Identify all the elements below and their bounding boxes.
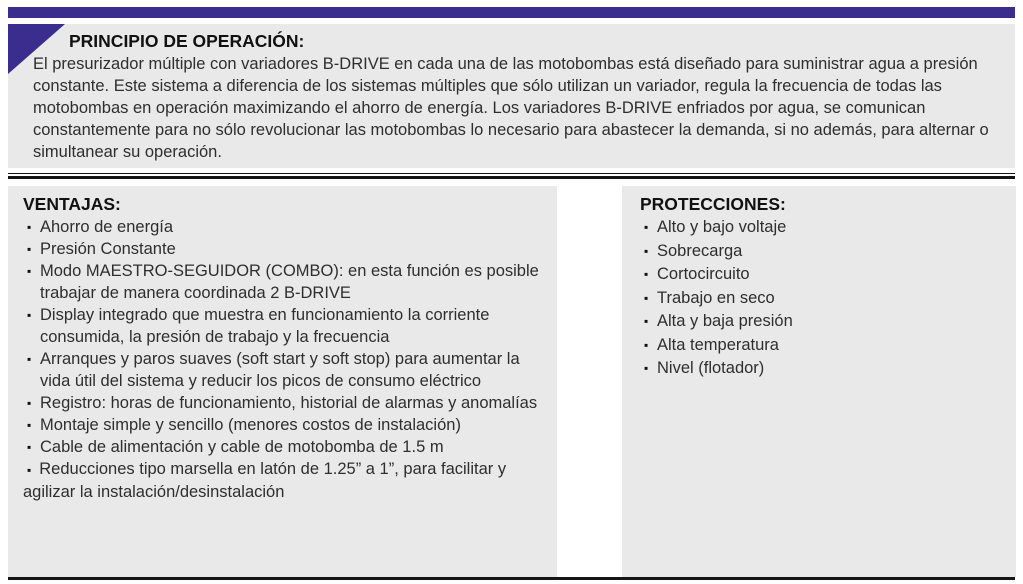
list-item: ▪ Montaje simple y sencillo (menores costos de instalación): [23, 414, 549, 436]
protecciones-list: [640, 216, 1008, 379]
list-item: ▪ Registro: horas de funcionamiento, historial de alarmas y anomalías: [23, 392, 549, 414]
list-item: ▪ Presión Constante: [23, 238, 549, 260]
section-ventajas: [8, 186, 557, 577]
section-protecciones: [622, 186, 1016, 577]
list-item: ▪ Reducciones tipo marsella en latón de 1.25” a 1”, para facilitar y agilizar la instalación/desinstalación: [23, 458, 549, 503]
principio-title: PRINCIPIO DE OPERACIÓN:: [69, 31, 305, 51]
list-item: ▪ Nivel (flotador): [640, 357, 1008, 379]
ventajas-title: VENTAJAS:: [23, 194, 121, 214]
section-principio: [8, 24, 1015, 168]
list-item: ▪ Alta y baja presión: [640, 310, 1008, 332]
list-item: ▪ Ahorro de energía: [23, 216, 549, 238]
ventajas-list: [23, 216, 549, 503]
principio-body: El presurizador múltiple con variadores B-DRIVE en cada una de las motobombas está diseñado para suministrar agua a presión constante. Este sistema a diferencia de los sistemas múltiples que sólo utilizan un variador, regula la frecuencia de todas las motobombas en operación maximizando el ahorro de energía. Los variadores B-DRIVE enfriados por agua, se comunican constantemente para no sólo revolucionar las motobombas lo necesario para abastecer la demanda, si no además, para alternar o simultanear su operación.: [33, 55, 989, 161]
protecciones-title: PROTECCIONES:: [640, 194, 786, 214]
list-item: ▪ Trabajo en seco: [640, 287, 1008, 309]
list-item: ▪ Modo MAESTRO-SEGUIDOR (COMBO): en esta función es posible trabajar de manera coordinada 2 B-DRIVE: [23, 260, 549, 304]
list-item: ▪ Arranques y paros suaves (soft start y soft stop) para aumentar la vida útil del sistema y reducir los picos de consumo eléctrico: [23, 348, 549, 392]
list-item: ▪ Alta temperatura: [640, 334, 1008, 356]
bottom-rule: [8, 577, 1015, 580]
list-item: ▪ Alto y bajo voltaje: [640, 216, 1008, 238]
list-item: ▪ Cable de alimentación y cable de motobomba de 1.5 m: [23, 436, 549, 458]
top-accent-bar: [8, 7, 1015, 18]
list-item: ▪ Display integrado que muestra en funcionamiento la corriente consumida, la presión de trabajo y la frecuencia: [23, 304, 549, 348]
list-item: ▪ Sobrecarga: [640, 240, 1008, 262]
section-divider-thick: [8, 176, 1015, 179]
section-divider-thin: [8, 173, 1015, 174]
list-item: ▪ Cortocircuito: [640, 263, 1008, 285]
